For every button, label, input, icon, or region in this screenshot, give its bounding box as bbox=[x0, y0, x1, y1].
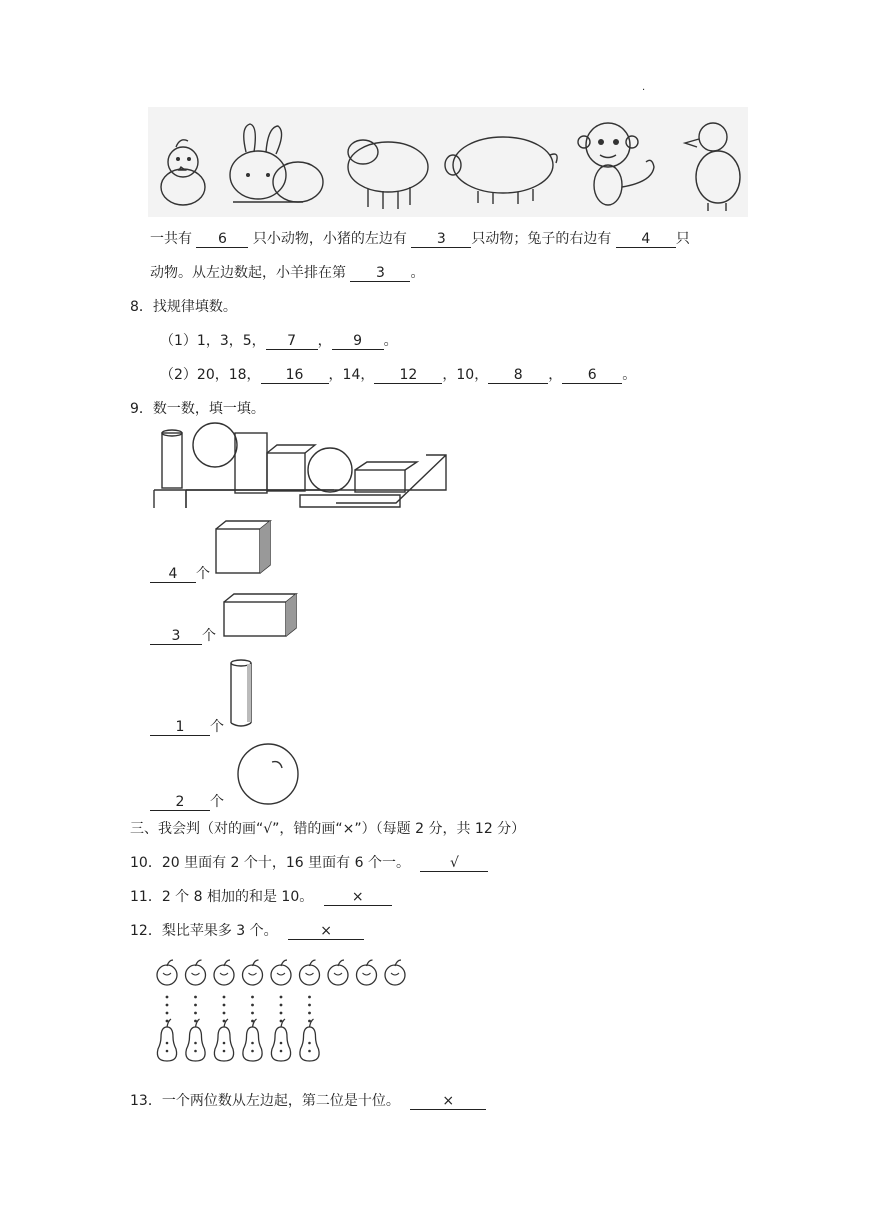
q8-p2-answer-3[interactable]: 8 bbox=[488, 367, 548, 384]
q7-text-4: 只 bbox=[675, 231, 690, 247]
duck-icon bbox=[685, 123, 740, 211]
q7-answer-pig-left[interactable]: 3 bbox=[411, 231, 471, 248]
q9-sphere-row bbox=[150, 791, 224, 811]
connector-dots bbox=[223, 996, 226, 1023]
q13-text: 13．一个两位数从左边起，第二位是十位。 bbox=[130, 1093, 400, 1109]
q7-text-1: 一共有 bbox=[150, 231, 192, 247]
q7-answer-sheep-position[interactable]: 3 bbox=[350, 265, 410, 282]
q12-answer[interactable]: × bbox=[288, 923, 364, 940]
q8-p2-answer-4[interactable]: 6 bbox=[562, 367, 622, 384]
q11-text: 11．2 个 8 相加的和是 10。 bbox=[130, 889, 314, 905]
q9-cylinder-row bbox=[150, 716, 224, 736]
q10-text: 10．20 里面有 2 个十，16 里面有 6 个一。 bbox=[130, 855, 410, 871]
q8-p1-prefix: （1）1，3，5， bbox=[160, 333, 266, 349]
q8-p2-answer-2[interactable]: 12 bbox=[374, 367, 442, 384]
q8-p1-sep: ， bbox=[317, 333, 332, 349]
connector-dots bbox=[166, 996, 169, 1023]
cylinder-icon bbox=[228, 658, 258, 728]
q9-cuboid-count[interactable]: 3 bbox=[150, 628, 202, 645]
connector-dots bbox=[194, 996, 197, 1023]
q11-answer[interactable]: × bbox=[324, 889, 392, 906]
cuboid-icon bbox=[222, 592, 298, 638]
q8-p2-sep-2: ，10， bbox=[442, 367, 489, 383]
apple-icon bbox=[300, 960, 320, 985]
q7-answer-total[interactable]: 6 bbox=[196, 231, 248, 248]
q12 bbox=[130, 920, 364, 940]
pear-icon bbox=[271, 1019, 290, 1061]
q8-p2-answer-1[interactable]: 16 bbox=[261, 367, 329, 384]
pear-icon bbox=[186, 1019, 205, 1061]
apples-pears-illustration bbox=[150, 955, 410, 1075]
q12-text: 12．梨比苹果多 3 个。 bbox=[130, 923, 278, 939]
q9-cube-row bbox=[150, 563, 210, 583]
pear-icon bbox=[243, 1019, 262, 1061]
q8-p2-end: 。 bbox=[622, 367, 637, 383]
q8-p2-sep-3: ， bbox=[548, 367, 563, 383]
q9-cylinder-count[interactable]: 1 bbox=[150, 719, 210, 736]
q7-answer-rabbit-right[interactable]: 4 bbox=[616, 231, 676, 248]
q13 bbox=[130, 1090, 486, 1110]
q10 bbox=[130, 852, 488, 872]
section-3-title: 三、我会判（对的画“√”，错的画“×”）（每题 2 分，共 12 分） bbox=[130, 821, 526, 837]
q9-title: 9．数一数，填一填。 bbox=[130, 401, 265, 417]
q9-cube-unit: 个 bbox=[196, 566, 210, 582]
sphere-icon bbox=[236, 742, 302, 808]
q8-part1 bbox=[160, 330, 398, 350]
apple-icon bbox=[385, 960, 405, 985]
q10-answer[interactable]: √ bbox=[420, 855, 488, 872]
sheep-icon bbox=[348, 140, 428, 209]
stray-dot: . bbox=[642, 82, 646, 93]
chick-icon bbox=[161, 140, 205, 205]
q8-p1-answer-2[interactable]: 9 bbox=[332, 333, 384, 350]
q7-text-3: 只动物；兔子的右边有 bbox=[471, 231, 612, 247]
pear-icon bbox=[214, 1019, 233, 1061]
q7-line1 bbox=[150, 228, 690, 248]
connector-dots bbox=[280, 996, 283, 1023]
pig-icon bbox=[445, 137, 557, 204]
q13-answer[interactable]: × bbox=[410, 1093, 486, 1110]
apple-icon bbox=[243, 960, 263, 985]
q7-line2-text: 动物。从左边数起，小羊排在第 bbox=[150, 265, 346, 281]
q8-p1-answer-1[interactable]: 7 bbox=[266, 333, 318, 350]
q9-cuboid-row bbox=[150, 625, 216, 645]
pear-icon bbox=[300, 1019, 319, 1061]
q9-cube-count[interactable]: 4 bbox=[150, 566, 196, 583]
apple-icon bbox=[328, 960, 348, 985]
q7-line2-end: 。 bbox=[410, 265, 425, 281]
apple-icon bbox=[186, 960, 206, 985]
animal-illustrations bbox=[148, 107, 748, 217]
q8-p2-prefix: （2）20，18， bbox=[160, 367, 261, 383]
q8-part2 bbox=[160, 364, 636, 384]
q8-p2-sep-1: ，14， bbox=[328, 367, 375, 383]
q9-block-structure bbox=[150, 425, 450, 515]
monkey-icon bbox=[578, 123, 654, 205]
apple-icon bbox=[157, 960, 177, 985]
q8-title: 8．找规律填数。 bbox=[130, 299, 237, 315]
q7-text-2: 只小动物，小猪的左边有 bbox=[252, 231, 407, 247]
pear-icon bbox=[157, 1019, 176, 1061]
apple-icon bbox=[271, 960, 291, 985]
q8-p1-end: 。 bbox=[383, 333, 398, 349]
connector-dots bbox=[308, 996, 311, 1023]
q11 bbox=[130, 886, 392, 906]
q9-sphere-count[interactable]: 2 bbox=[150, 794, 210, 811]
apple-icon bbox=[214, 960, 234, 985]
q9-cylinder-unit: 个 bbox=[210, 719, 224, 735]
connector-dots bbox=[251, 996, 254, 1023]
q9-cuboid-unit: 个 bbox=[202, 628, 216, 644]
q7-line2 bbox=[150, 262, 424, 282]
q9-sphere-unit: 个 bbox=[210, 794, 224, 810]
cube-icon bbox=[214, 519, 274, 577]
apple-icon bbox=[357, 960, 377, 985]
rabbit-icon bbox=[230, 124, 323, 202]
